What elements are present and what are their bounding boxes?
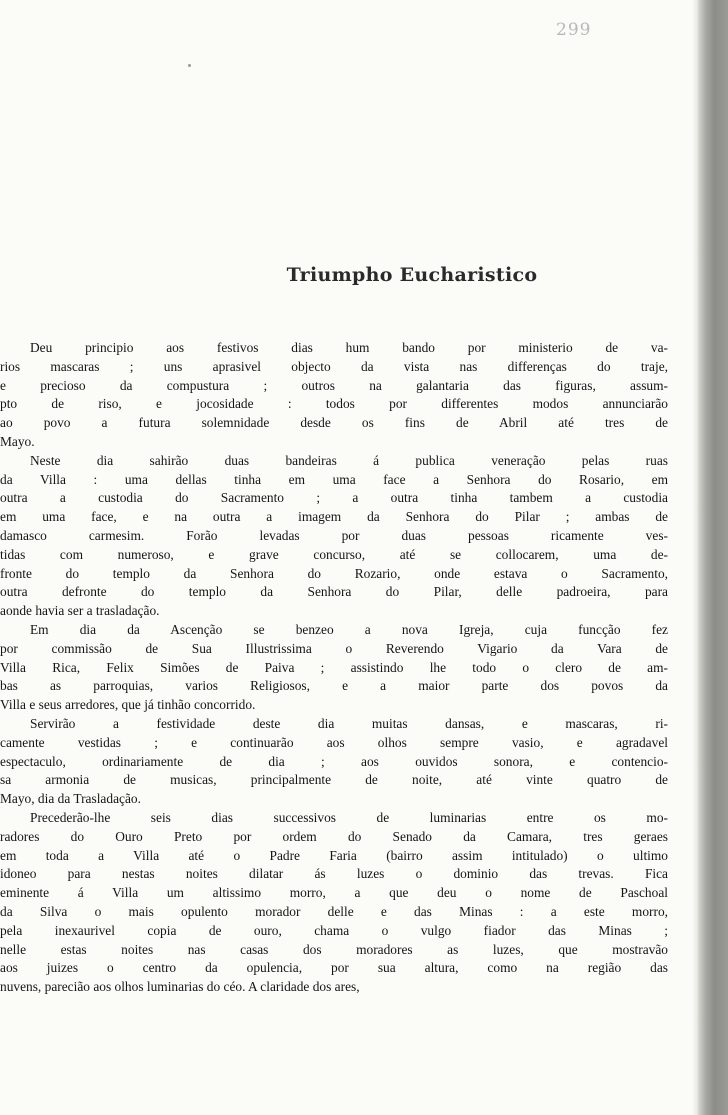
text-line: nelle estas noites nas casas dos moradores as luzes, que mostravão [0, 941, 668, 957]
text-line: ao povo a futura solemnidade desde os fins de Abril até tres de [0, 415, 668, 431]
text-line: e precioso da compustura ; outros na galantaria das figuras, assum- [0, 377, 668, 393]
text-line: idoneo para nestas noites dilatar ás luzes o dominio das trevas. Fica [0, 866, 668, 882]
text-line: eminente á Villa um altissimo morro, a que deu o nome de Paschoal [0, 885, 668, 901]
speck [188, 64, 191, 67]
page-number: 299 [556, 20, 592, 40]
book-spine [698, 0, 728, 1115]
text-line: Deu principio aos festivos dias hum bando por ministerio de va- [30, 340, 668, 355]
paragraph [0, 339, 668, 452]
text-line: pto de riso, e jocosidade : todos por differentes modos annunciarão [0, 396, 668, 412]
text-line: Mayo, dia da Trasladação. [0, 791, 141, 807]
paragraph [0, 452, 668, 621]
text-line: outra a custodia do Sacramento ; a outra tinha tambem a custodia [0, 490, 668, 506]
text-line: por commissão de Sua Illustrissima o Reverendo Vigario da Vara de [0, 640, 668, 656]
text-line: rios mascaras ; uns aprasivel objecto da vista nas differenças do traje, [0, 358, 668, 374]
text-line: Mayo. [0, 433, 35, 449]
paragraph [0, 809, 668, 997]
text-line: bas as parroquias, varios Religiosos, e a maior parte dos povos da [0, 678, 668, 694]
text-line: nuvens, parecião aos olhos luminarias do céo. A claridade dos ares, [0, 979, 360, 995]
page-title-text: Triumpho Eucharistico [286, 264, 538, 286]
page-title [0, 264, 538, 286]
text-line: Servirão a festividade deste dia muitas dansas, e mascaras, ri- [30, 715, 668, 731]
text-line: tidas com numeroso, e grave concurso, até se collocarem, uma de- [0, 546, 668, 562]
paragraph [0, 621, 668, 715]
text-line: outra defronte do templo da Senhora do Pilar, delle padroeira, para [0, 584, 668, 600]
text-line: radores do Ouro Preto por ordem do Senado da Camara, tres geraes [0, 828, 668, 844]
text-line: aos juizes o centro da opulencia, por sua altura, como na região das [0, 960, 668, 976]
text-line: camente vestidas ; e continuarão aos olhos sempre vasio, e agradavel [0, 734, 668, 750]
text-line: pela inexaurivel copia de ouro, chama o vulgo fiador das Minas ; [0, 922, 668, 938]
text-line: sa armonia de musicas, principalmente de noite, até vinte quatro de [0, 772, 668, 788]
text-line: Precederão-lhe seis dias successivos de luminarias entre os mo- [30, 809, 668, 825]
text-line: Em dia da Ascenção se benzeo a nova Igreja, cuja funcção fez [30, 621, 668, 637]
text-line: damasco carmesim. Forão levadas por duas pessoas ricamente ves- [0, 527, 668, 543]
text-line: Villa e seus arredores, que já tinhão concorrido. [0, 697, 256, 713]
text-line: Neste dia sahirão duas bandeiras á publica veneração pelas ruas [30, 452, 668, 468]
text-line: fronte do templo da Senhora do Rozario, onde estava o Sacramento, [0, 565, 668, 581]
body-text [0, 339, 668, 997]
text-line: da Silva o mais opulento morador delle e das Minas : a este morro, [0, 903, 668, 919]
text-line: em toda a Villa até o Padre Faria (bairro assim intitulado) o ultimo [0, 847, 668, 863]
paragraph [0, 715, 668, 809]
text-line: aonde havia ser a trasladação. [0, 603, 160, 619]
text-line: em uma face, e na outra a imagem da Senhora do Pilar ; ambas de [0, 509, 668, 525]
text-line: da Villa : uma dellas tinha em uma face a Senhora do Rosario, em [0, 471, 668, 487]
text-line: espectaculo, ordinariamente de dia ; aos ouvidos sonora, e contencio- [0, 753, 668, 769]
text-line: Villa Rica, Felix Simões de Paiva ; assistindo lhe todo o clero de am- [0, 659, 668, 675]
